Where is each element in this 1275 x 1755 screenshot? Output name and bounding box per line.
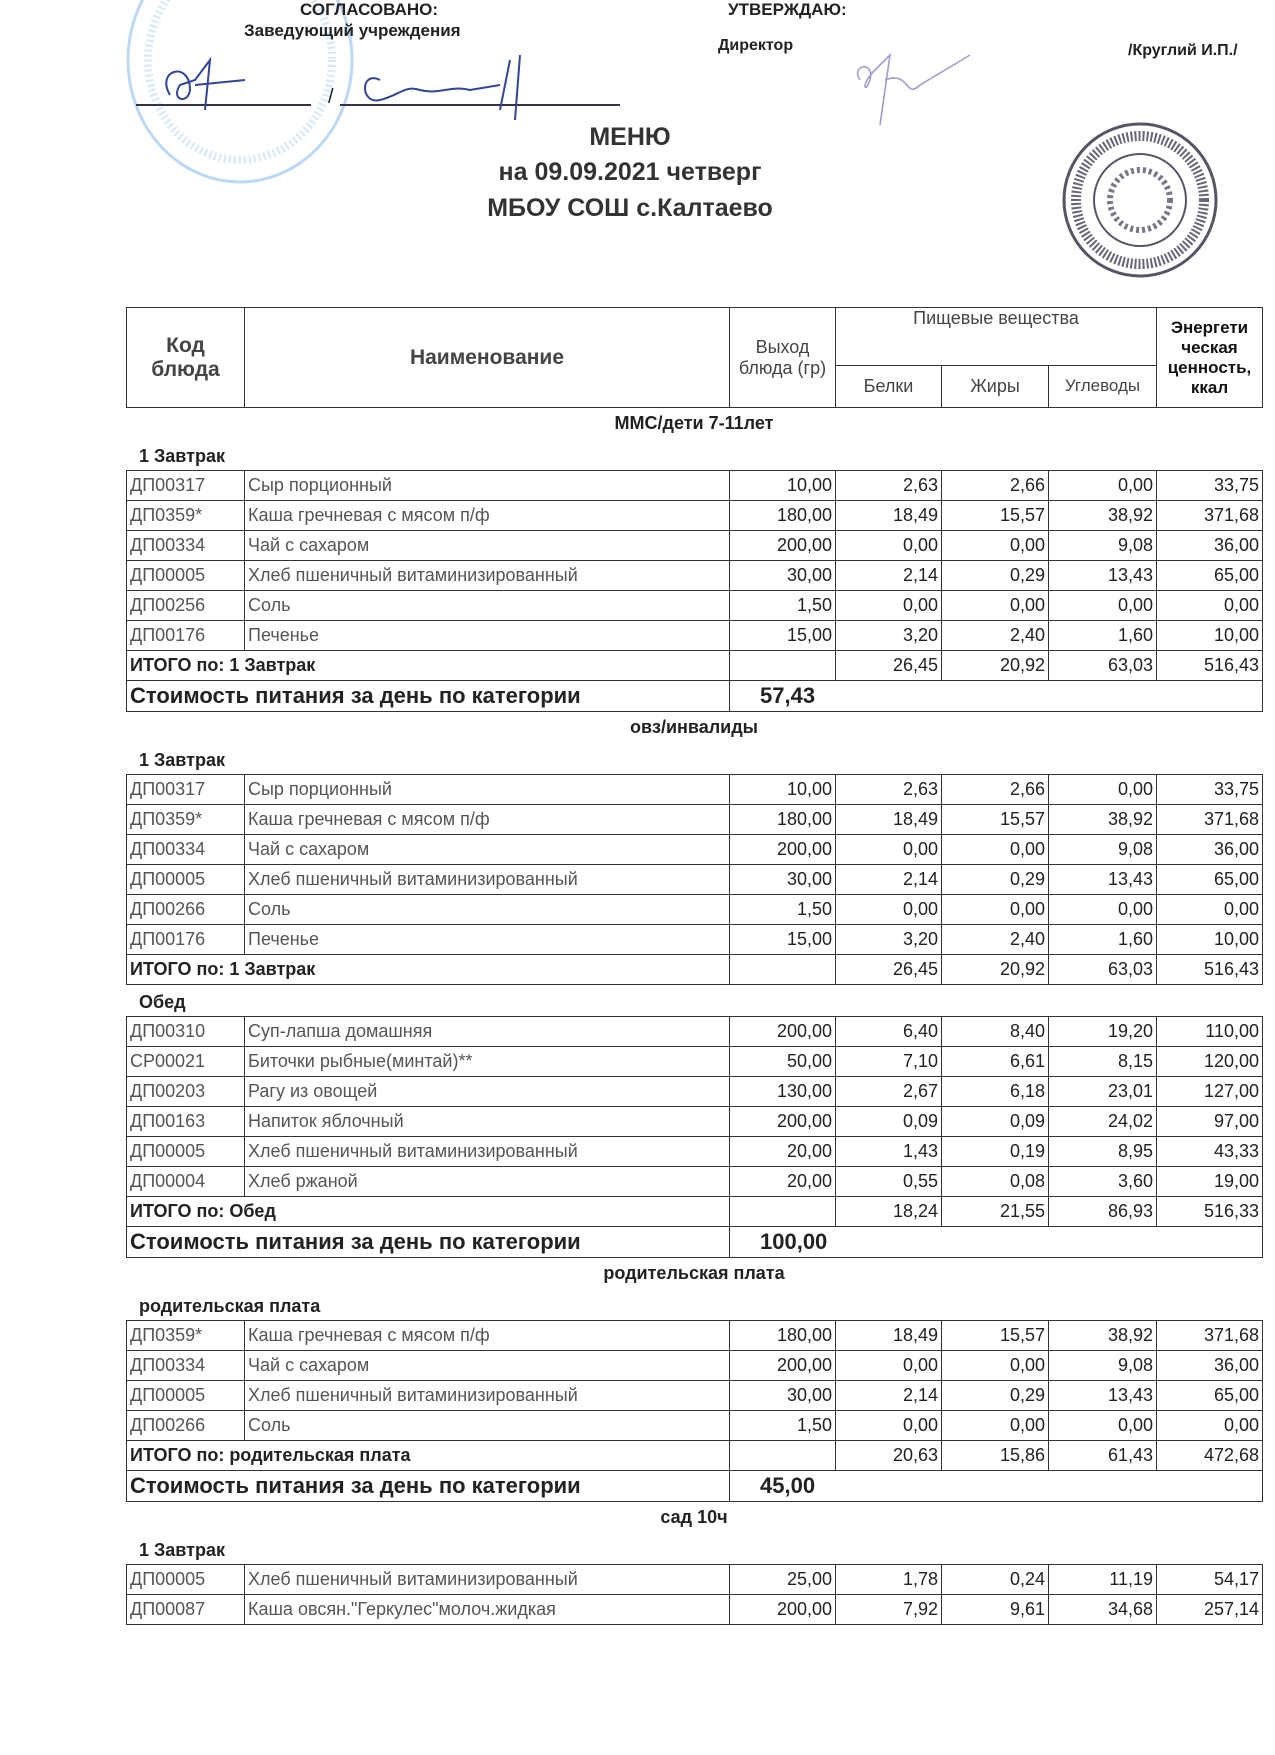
meal-table bbox=[126, 1016, 1263, 1258]
carbs-cell: 23,01 bbox=[1049, 1077, 1157, 1107]
carbs-cell: 19,20 bbox=[1049, 1017, 1157, 1047]
carbs-cell: 1,60 bbox=[1049, 925, 1157, 955]
energy-cell: 36,00 bbox=[1157, 835, 1263, 865]
carbs-cell: 8,15 bbox=[1049, 1047, 1157, 1077]
meal-label: 1 Завтрак bbox=[139, 750, 225, 770]
carbs-cell: 9,08 bbox=[1049, 835, 1157, 865]
energy-cell: 120,00 bbox=[1157, 1047, 1263, 1077]
school-name: МБОУ СОШ с.Калтаево bbox=[487, 194, 773, 222]
carbs-cell: 0,00 bbox=[1049, 471, 1157, 501]
dish-yield-cell: 200,00 bbox=[730, 1351, 836, 1381]
cost-label: Стоимость питания за день по категории bbox=[127, 681, 730, 712]
fat-cell: 0,29 bbox=[942, 561, 1049, 591]
table-row bbox=[127, 805, 1263, 835]
table-row bbox=[127, 591, 1263, 621]
dish-name-cell: Хлеб пшеничный витаминизированный bbox=[245, 1381, 730, 1411]
dish-name-cell: Чай с сахаром bbox=[245, 1351, 730, 1381]
carbs-cell: 38,92 bbox=[1049, 805, 1157, 835]
dish-code-cell: ДП00005 bbox=[127, 1381, 245, 1411]
dish-code-cell: ДП00176 bbox=[127, 621, 245, 651]
energy-cell: 0,00 bbox=[1157, 591, 1263, 621]
menu-title: МЕНЮ bbox=[589, 123, 671, 151]
carbs-cell: 9,08 bbox=[1049, 1351, 1157, 1381]
agreed-label: СОГЛАСОВАНО: bbox=[300, 0, 439, 19]
energy-cell: 19,00 bbox=[1157, 1167, 1263, 1197]
protein-cell: 18,49 bbox=[836, 501, 942, 531]
fat-cell: 0,29 bbox=[942, 1381, 1049, 1411]
protein-cell: 3,20 bbox=[836, 621, 942, 651]
dish-yield-cell: 1,50 bbox=[730, 895, 836, 925]
protein-cell: 18,49 bbox=[836, 1321, 942, 1351]
dish-code-cell: ДП00310 bbox=[127, 1017, 245, 1047]
dish-code-cell: ДП00266 bbox=[127, 1411, 245, 1441]
energy-cell: 10,00 bbox=[1157, 925, 1263, 955]
approve-name: /Круглий И.П./ bbox=[1128, 42, 1238, 59]
fat-cell: 8,40 bbox=[942, 1017, 1049, 1047]
protein-cell: 2,67 bbox=[836, 1077, 942, 1107]
fat-cell: 0,00 bbox=[942, 531, 1049, 561]
protein-cell: 0,09 bbox=[836, 1107, 942, 1137]
col-name: Наименование bbox=[245, 308, 730, 408]
fat-cell: 0,00 bbox=[942, 835, 1049, 865]
dish-name-cell: Хлеб пшеничный витаминизированный bbox=[245, 865, 730, 895]
dish-yield-cell: 200,00 bbox=[730, 835, 836, 865]
carbs-cell: 0,00 bbox=[1049, 1411, 1157, 1441]
dish-code-cell: ДП00087 bbox=[127, 1595, 245, 1625]
fat-cell: 0,09 bbox=[942, 1107, 1049, 1137]
energy-cell: 257,14 bbox=[1157, 1595, 1263, 1625]
fat-cell: 2,66 bbox=[942, 471, 1049, 501]
dish-code-cell: ДП00317 bbox=[127, 775, 245, 805]
fat-cell: 0,00 bbox=[942, 1351, 1049, 1381]
dish-name-cell: Сыр порционный bbox=[245, 471, 730, 501]
fat-cell: 0,08 bbox=[942, 1167, 1049, 1197]
total-value: 516,43 bbox=[1157, 955, 1263, 985]
total-value: 20,92 bbox=[942, 955, 1049, 985]
dish-code-cell: ДП00334 bbox=[127, 531, 245, 561]
energy-cell: 371,68 bbox=[1157, 501, 1263, 531]
table-row bbox=[127, 1381, 1263, 1411]
dish-code-cell: ДП00203 bbox=[127, 1077, 245, 1107]
dish-code-cell: ДП00163 bbox=[127, 1107, 245, 1137]
dish-yield-cell: 20,00 bbox=[730, 1167, 836, 1197]
carbs-cell: 9,08 bbox=[1049, 531, 1157, 561]
menu-date: на 09.09.2021 четверг bbox=[498, 158, 762, 186]
total-value: 26,45 bbox=[836, 651, 942, 681]
table-row bbox=[127, 925, 1263, 955]
table-row bbox=[127, 865, 1263, 895]
carbs-cell: 0,00 bbox=[1049, 895, 1157, 925]
dish-name-cell: Биточки рыбные(минтай)** bbox=[245, 1047, 730, 1077]
total-row bbox=[127, 1197, 1263, 1227]
total-value: 20,92 bbox=[942, 651, 1049, 681]
meal-label: 1 Завтрак bbox=[139, 1540, 225, 1560]
dish-name-cell: Соль bbox=[245, 1411, 730, 1441]
total-label: ИТОГО по: родительская плата bbox=[127, 1441, 730, 1471]
dish-code-cell: ДП0359* bbox=[127, 501, 245, 531]
dish-name-cell: Рагу из овощей bbox=[245, 1077, 730, 1107]
table-row bbox=[127, 775, 1263, 805]
protein-cell: 2,14 bbox=[836, 561, 942, 591]
meal-label: родительская плата bbox=[139, 1296, 321, 1316]
dish-name-cell: Печенье bbox=[245, 925, 730, 955]
carbs-cell: 13,43 bbox=[1049, 865, 1157, 895]
energy-cell: 371,68 bbox=[1157, 1321, 1263, 1351]
menu-body bbox=[126, 408, 1262, 1625]
energy-cell: 371,68 bbox=[1157, 805, 1263, 835]
category-label: ММС/дети 7-11лет bbox=[614, 413, 774, 433]
energy-cell: 110,00 bbox=[1157, 1017, 1263, 1047]
total-value: 63,03 bbox=[1049, 955, 1157, 985]
dish-yield-cell: 30,00 bbox=[730, 561, 836, 591]
approve-role: Директор bbox=[718, 37, 794, 54]
fat-cell: 0,00 bbox=[942, 895, 1049, 925]
carbs-cell: 38,92 bbox=[1049, 501, 1157, 531]
protein-cell: 0,55 bbox=[836, 1167, 942, 1197]
total-row bbox=[127, 955, 1263, 985]
protein-cell: 0,00 bbox=[836, 1351, 942, 1381]
fat-cell: 6,18 bbox=[942, 1077, 1049, 1107]
table-row bbox=[127, 531, 1263, 561]
table-row bbox=[127, 1017, 1263, 1047]
carbs-cell: 0,00 bbox=[1049, 775, 1157, 805]
dish-code-cell: ДП00176 bbox=[127, 925, 245, 955]
total-value: 21,55 bbox=[942, 1197, 1049, 1227]
table-row bbox=[127, 835, 1263, 865]
fat-cell: 0,19 bbox=[942, 1137, 1049, 1167]
table-row bbox=[127, 621, 1263, 651]
dish-name-cell: Чай с сахаром bbox=[245, 835, 730, 865]
dish-code-cell: ДП00005 bbox=[127, 561, 245, 591]
dish-yield-cell: 15,00 bbox=[730, 925, 836, 955]
dish-name-cell: Соль bbox=[245, 591, 730, 621]
dish-code-cell: ДП00266 bbox=[127, 895, 245, 925]
fat-cell: 15,57 bbox=[942, 1321, 1049, 1351]
table-row bbox=[127, 501, 1263, 531]
energy-cell: 36,00 bbox=[1157, 1351, 1263, 1381]
total-value: 61,43 bbox=[1049, 1441, 1157, 1471]
dish-name-cell: Каша овсян."Геркулес"молоч.жидкая bbox=[245, 1595, 730, 1625]
dish-yield-cell: 180,00 bbox=[730, 805, 836, 835]
col-code: Код блюда bbox=[127, 308, 245, 408]
energy-cell: 54,17 bbox=[1157, 1565, 1263, 1595]
energy-cell: 33,75 bbox=[1157, 471, 1263, 501]
energy-cell: 127,00 bbox=[1157, 1077, 1263, 1107]
fat-cell: 0,00 bbox=[942, 1411, 1049, 1441]
total-row bbox=[127, 1441, 1263, 1471]
dish-code-cell: ДП0359* bbox=[127, 1321, 245, 1351]
energy-cell: 10,00 bbox=[1157, 621, 1263, 651]
fat-cell: 9,61 bbox=[942, 1595, 1049, 1625]
protein-cell: 2,63 bbox=[836, 471, 942, 501]
dish-name-cell: Печенье bbox=[245, 621, 730, 651]
dish-yield-cell: 50,00 bbox=[730, 1047, 836, 1077]
table-row bbox=[127, 1411, 1263, 1441]
protein-cell: 0,00 bbox=[836, 531, 942, 561]
protein-cell: 0,00 bbox=[836, 1411, 942, 1441]
cost-row bbox=[127, 681, 1263, 712]
dish-code-cell: ДП00005 bbox=[127, 1137, 245, 1167]
dish-yield-cell: 180,00 bbox=[730, 1321, 836, 1351]
dish-code-cell: СР00021 bbox=[127, 1047, 245, 1077]
category-label: сад 10ч bbox=[660, 1507, 728, 1527]
energy-cell: 43,33 bbox=[1157, 1137, 1263, 1167]
cost-value: 45,00 bbox=[730, 1471, 1263, 1502]
protein-cell: 6,40 bbox=[836, 1017, 942, 1047]
protein-cell: 18,49 bbox=[836, 805, 942, 835]
table-row bbox=[127, 1077, 1263, 1107]
fat-cell: 6,61 bbox=[942, 1047, 1049, 1077]
dish-yield-cell: 200,00 bbox=[730, 1017, 836, 1047]
protein-cell: 0,00 bbox=[836, 835, 942, 865]
dish-yield-cell: 180,00 bbox=[730, 501, 836, 531]
total-label: ИТОГО по: Обед bbox=[127, 1197, 730, 1227]
total-value: 18,24 bbox=[836, 1197, 942, 1227]
dish-yield-cell: 130,00 bbox=[730, 1077, 836, 1107]
total-value: 472,68 bbox=[1157, 1441, 1263, 1471]
table-row bbox=[127, 471, 1263, 501]
cost-row bbox=[127, 1471, 1263, 1502]
cost-value: 100,00 bbox=[730, 1227, 1263, 1258]
carbs-cell: 1,60 bbox=[1049, 621, 1157, 651]
col-carbs: Углеводы bbox=[1049, 365, 1157, 407]
dish-yield-cell: 25,00 bbox=[730, 1565, 836, 1595]
dish-code-cell: ДП00334 bbox=[127, 1351, 245, 1381]
protein-cell: 1,43 bbox=[836, 1137, 942, 1167]
table-row bbox=[127, 1595, 1263, 1625]
total-value: 20,63 bbox=[836, 1441, 942, 1471]
energy-cell: 65,00 bbox=[1157, 865, 1263, 895]
dish-code-cell: ДП00005 bbox=[127, 1565, 245, 1595]
energy-cell: 0,00 bbox=[1157, 895, 1263, 925]
dish-yield-cell: 15,00 bbox=[730, 621, 836, 651]
energy-cell: 36,00 bbox=[1157, 531, 1263, 561]
protein-cell: 7,10 bbox=[836, 1047, 942, 1077]
table-row bbox=[127, 1351, 1263, 1381]
cost-label: Стоимость питания за день по категории bbox=[127, 1227, 730, 1258]
carbs-cell: 0,00 bbox=[1049, 591, 1157, 621]
dish-yield-cell: 30,00 bbox=[730, 865, 836, 895]
table-row bbox=[127, 1137, 1263, 1167]
dish-code-cell: ДП00004 bbox=[127, 1167, 245, 1197]
carbs-cell: 11,19 bbox=[1049, 1565, 1157, 1595]
fat-cell: 2,40 bbox=[942, 621, 1049, 651]
energy-cell: 33,75 bbox=[1157, 775, 1263, 805]
dish-yield-cell: 10,00 bbox=[730, 471, 836, 501]
protein-cell: 3,20 bbox=[836, 925, 942, 955]
official-seal bbox=[1060, 120, 1220, 280]
signature-slash: / bbox=[328, 86, 334, 108]
dish-name-cell: Соль bbox=[245, 895, 730, 925]
header-table bbox=[126, 307, 1263, 408]
dish-name-cell: Напиток яблочный bbox=[245, 1107, 730, 1137]
carbs-cell: 38,92 bbox=[1049, 1321, 1157, 1351]
carbs-cell: 13,43 bbox=[1049, 561, 1157, 591]
energy-cell: 97,00 bbox=[1157, 1107, 1263, 1137]
dish-name-cell: Хлеб пшеничный витаминизированный bbox=[245, 561, 730, 591]
dish-yield-cell: 30,00 bbox=[730, 1381, 836, 1411]
meal-table bbox=[126, 774, 1263, 985]
dish-name-cell: Хлеб ржаной bbox=[245, 1167, 730, 1197]
category-label: родительская плата bbox=[603, 1263, 785, 1283]
cost-label: Стоимость питания за день по категории bbox=[127, 1471, 730, 1502]
protein-cell: 2,14 bbox=[836, 1381, 942, 1411]
dish-name-cell: Суп-лапша домашняя bbox=[245, 1017, 730, 1047]
protein-cell: 7,92 bbox=[836, 1595, 942, 1625]
signature-agreed bbox=[150, 50, 630, 130]
total-value: 63,03 bbox=[1049, 651, 1157, 681]
dish-code-cell: ДП00317 bbox=[127, 471, 245, 501]
carbs-cell: 13,43 bbox=[1049, 1381, 1157, 1411]
fat-cell: 2,40 bbox=[942, 925, 1049, 955]
dish-yield-cell: 1,50 bbox=[730, 591, 836, 621]
dish-code-cell: ДП00334 bbox=[127, 835, 245, 865]
dish-yield-cell: 20,00 bbox=[730, 1137, 836, 1167]
table-row bbox=[127, 1107, 1263, 1137]
dish-code-cell: ДП00256 bbox=[127, 591, 245, 621]
dish-name-cell: Каша гречневая с мясом п/ф bbox=[245, 501, 730, 531]
protein-cell: 2,63 bbox=[836, 775, 942, 805]
dish-code-cell: ДП00005 bbox=[127, 865, 245, 895]
protein-cell: 2,14 bbox=[836, 865, 942, 895]
meal-label: 1 Завтрак bbox=[139, 446, 225, 466]
total-value: 15,86 bbox=[942, 1441, 1049, 1471]
dish-yield-cell: 1,50 bbox=[730, 1411, 836, 1441]
table-row bbox=[127, 1047, 1263, 1077]
carbs-cell: 24,02 bbox=[1049, 1107, 1157, 1137]
energy-cell: 65,00 bbox=[1157, 561, 1263, 591]
total-label: ИТОГО по: 1 Завтрак bbox=[127, 651, 730, 681]
dish-name-cell: Каша гречневая с мясом п/ф bbox=[245, 805, 730, 835]
protein-cell: 0,00 bbox=[836, 591, 942, 621]
protein-cell: 0,00 bbox=[836, 895, 942, 925]
protein-cell: 1,78 bbox=[836, 1565, 942, 1595]
dish-name-cell: Хлеб пшеничный витаминизированный bbox=[245, 1565, 730, 1595]
carbs-cell: 3,60 bbox=[1049, 1167, 1157, 1197]
meal-label: Обед bbox=[139, 992, 186, 1012]
table-row bbox=[127, 1167, 1263, 1197]
energy-cell: 65,00 bbox=[1157, 1381, 1263, 1411]
col-protein: Белки bbox=[836, 365, 942, 407]
dish-name-cell: Хлеб пшеничный витаминизированный bbox=[245, 1137, 730, 1167]
fat-cell: 15,57 bbox=[942, 805, 1049, 835]
agreed-role: Заведующий учреждения bbox=[244, 21, 461, 40]
total-value: 86,93 bbox=[1049, 1197, 1157, 1227]
meal-table bbox=[126, 470, 1263, 712]
dish-yield-cell: 10,00 bbox=[730, 775, 836, 805]
fat-cell: 2,66 bbox=[942, 775, 1049, 805]
total-value: 26,45 bbox=[836, 955, 942, 985]
fat-cell: 15,57 bbox=[942, 501, 1049, 531]
meal-table bbox=[126, 1320, 1263, 1502]
table-row bbox=[127, 1321, 1263, 1351]
energy-cell: 0,00 bbox=[1157, 1411, 1263, 1441]
fat-cell: 0,24 bbox=[942, 1565, 1049, 1595]
total-row bbox=[127, 651, 1263, 681]
table-row bbox=[127, 1565, 1263, 1595]
fat-cell: 0,00 bbox=[942, 591, 1049, 621]
fat-cell: 0,29 bbox=[942, 865, 1049, 895]
dish-name-cell: Чай с сахаром bbox=[245, 531, 730, 561]
cost-row bbox=[127, 1227, 1263, 1258]
table-row bbox=[127, 561, 1263, 591]
approve-label: УТВЕРЖДАЮ: bbox=[728, 0, 847, 19]
col-yield: Выход блюда (гр) bbox=[730, 308, 836, 408]
col-nutrients: Пищевые вещества bbox=[836, 308, 1157, 366]
cost-value: 57,43 bbox=[730, 681, 1263, 712]
signature-director bbox=[850, 40, 990, 130]
dish-name-cell: Каша гречневая с мясом п/ф bbox=[245, 1321, 730, 1351]
dish-yield-cell: 200,00 bbox=[730, 1595, 836, 1625]
carbs-cell: 34,68 bbox=[1049, 1595, 1157, 1625]
col-energy: Энергети ческая ценность, ккал bbox=[1157, 308, 1263, 408]
table-row bbox=[127, 895, 1263, 925]
total-label: ИТОГО по: 1 Завтрак bbox=[127, 955, 730, 985]
dish-code-cell: ДП0359* bbox=[127, 805, 245, 835]
dish-yield-cell: 200,00 bbox=[730, 1107, 836, 1137]
total-value: 516,43 bbox=[1157, 651, 1263, 681]
carbs-cell: 8,95 bbox=[1049, 1137, 1157, 1167]
total-value: 516,33 bbox=[1157, 1197, 1263, 1227]
menu-table bbox=[126, 307, 1262, 1625]
meal-table bbox=[126, 1564, 1263, 1625]
col-fat: Жиры bbox=[942, 365, 1049, 407]
dish-name-cell: Сыр порционный bbox=[245, 775, 730, 805]
category-label: овз/инвалиды bbox=[629, 717, 759, 737]
dish-yield-cell: 200,00 bbox=[730, 531, 836, 561]
